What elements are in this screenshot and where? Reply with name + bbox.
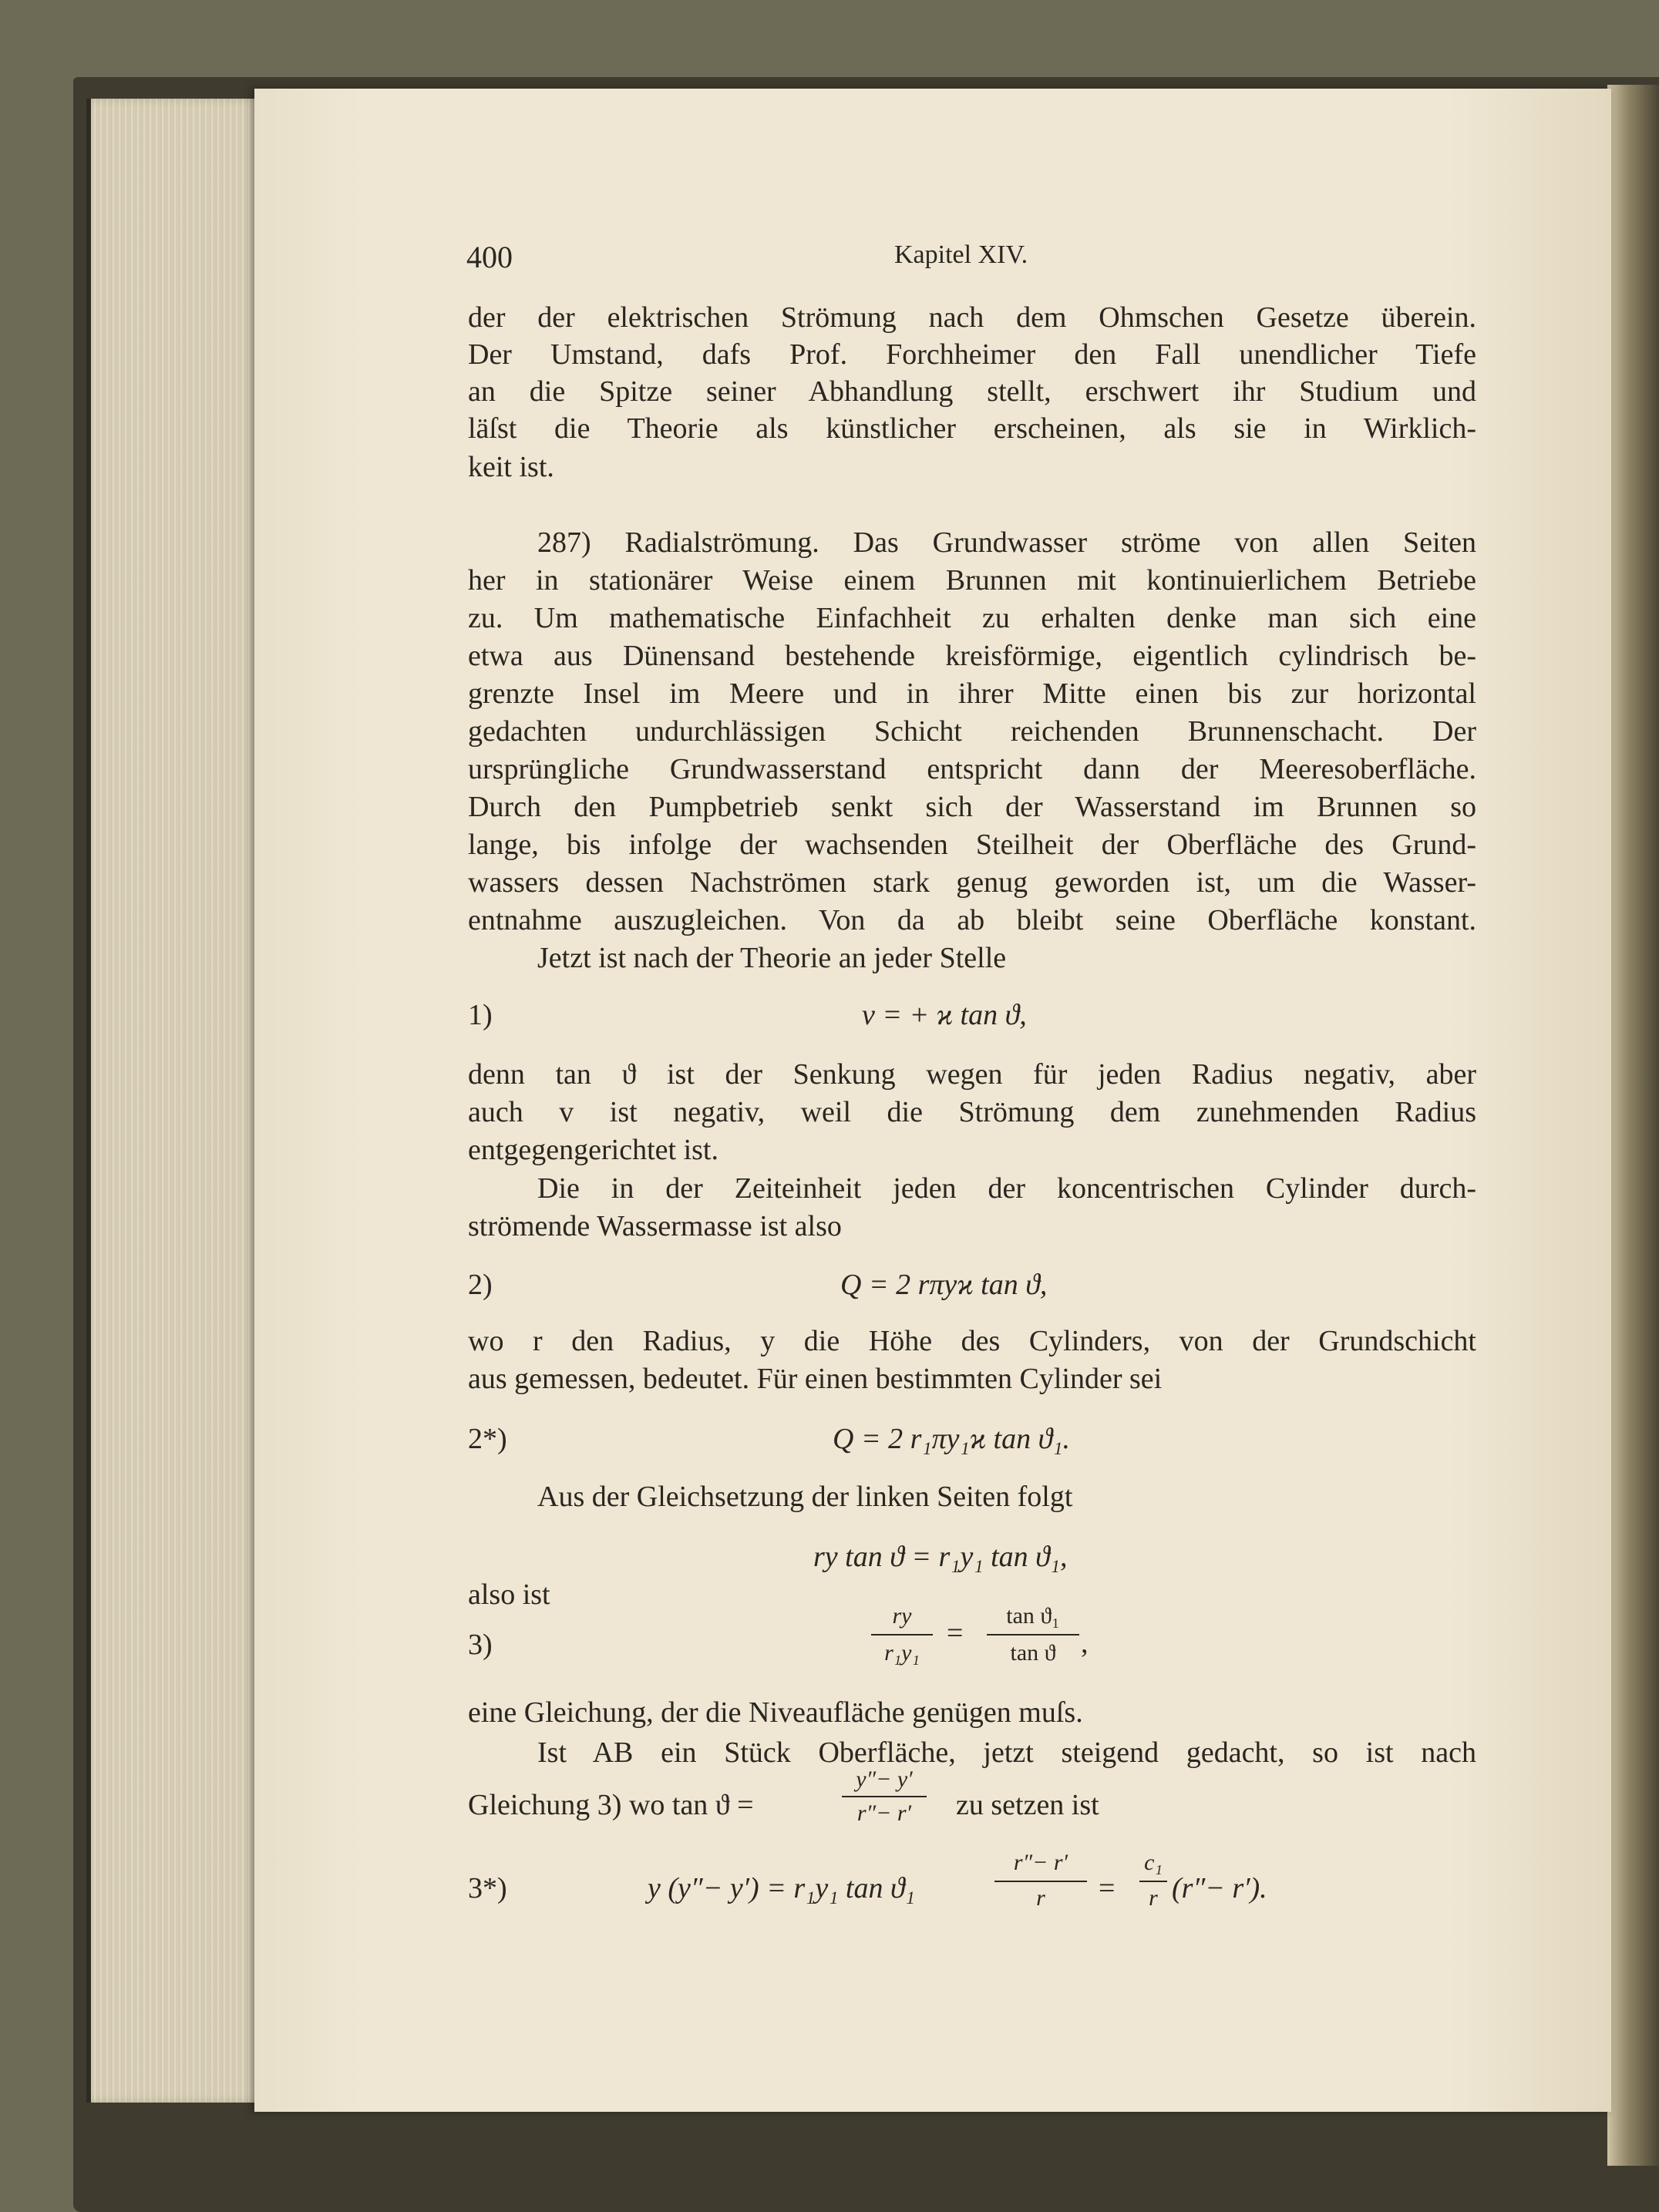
text-line: zu. Um mathematische Einfachheit zu erhalten denke man sich eine bbox=[468, 602, 1476, 634]
text-line: grenzte Insel im Meere und in ihrer Mitte einen bis zur horizontal bbox=[468, 677, 1476, 710]
text-line: läſst die Theorie als künstlicher erscheinen, als sie in Wirklich- bbox=[468, 412, 1476, 445]
equals-sign: = bbox=[1099, 1872, 1116, 1904]
equation-1: v = + ϰ tan ϑ, bbox=[862, 999, 1027, 1031]
text-line: wassers dessen Nachströmen stark genug geworden ist, um die Wasser- bbox=[468, 866, 1476, 899]
fraction-bar bbox=[1139, 1881, 1167, 1882]
fraction-numerator: ry bbox=[892, 1603, 912, 1629]
text-line: also ist bbox=[468, 1578, 550, 1611]
fraction-bar bbox=[871, 1634, 933, 1635]
equation-2-star: Q = 2 r₁πy₁ϰ tan ϑ₁. bbox=[833, 1423, 1070, 1455]
text-line: entgegengerichtet ist. bbox=[468, 1134, 718, 1166]
text-line: strömende Wassermasse ist also bbox=[468, 1210, 842, 1242]
equation-number: 1) bbox=[468, 999, 493, 1031]
fraction-numerator: c₁ bbox=[1144, 1850, 1163, 1875]
text-line: entnahme auszugleichen. Von da ab bleibt seine Oberfläche konstant. bbox=[468, 904, 1476, 936]
equation-comma: , bbox=[1081, 1627, 1089, 1659]
text-line: etwa aus Dünensand bestehende kreisförmige, eigentlich cylindrisch be- bbox=[468, 640, 1476, 672]
text-line: Ist AB ein Stück Oberfläche, jetzt steigend gedacht, so ist nach bbox=[537, 1736, 1476, 1769]
text-line: eine Gleichung, der die Niveaufläche genügen muſs. bbox=[468, 1696, 1083, 1729]
text-line: denn tan ϑ ist der Senkung wegen für jeden Radius negativ, aber bbox=[468, 1058, 1476, 1091]
text-line: aus gemessen, bedeutet. Für einen bestimmten Cylinder sei bbox=[468, 1363, 1163, 1395]
text-line: lange, bis infolge der wachsenden Steilheit der Oberfläche des Grund- bbox=[468, 829, 1476, 861]
fraction-denominator: tan ϑ bbox=[1010, 1640, 1056, 1666]
text-line: wo r den Radius, y die Höhe des Cylinders, von der Grundschicht bbox=[468, 1325, 1476, 1357]
text-line: Die in der Zeiteinheit jeden der koncentrischen Cylinder durch- bbox=[537, 1172, 1476, 1205]
equation-segment: (r″− r′). bbox=[1172, 1872, 1267, 1904]
page-number: 400 bbox=[466, 240, 513, 274]
equation-number: 2) bbox=[468, 1269, 493, 1301]
fraction-denominator: r″− r′ bbox=[856, 1800, 912, 1826]
text-line: gedachten undurchlässigen Schicht reichenden Brunnenschacht. Der bbox=[468, 715, 1476, 748]
fraction-denominator: r₁y₁ bbox=[884, 1640, 920, 1666]
equals-sign: = bbox=[947, 1617, 964, 1649]
fraction-bar bbox=[994, 1881, 1087, 1882]
text-line: auch v ist negativ, weil die Strömung dem zunehmenden Radius bbox=[468, 1096, 1476, 1128]
fraction-numerator: r″− r′ bbox=[1013, 1850, 1068, 1875]
equation-2: Q = 2 rπyϰ tan ϑ, bbox=[840, 1269, 1048, 1301]
text-line: Durch den Pumpbetrieb senkt sich der Wasserstand im Brunnen so bbox=[468, 791, 1476, 823]
running-head: Kapitel XIV. bbox=[894, 240, 1028, 269]
text-line: 287) Radialströmung. Das Grundwasser ströme von allen Seiten bbox=[537, 526, 1476, 559]
page-edges bbox=[86, 99, 264, 2103]
equation-segment: y (y″− y′) = r₁y₁ tan ϑ₁ bbox=[648, 1872, 915, 1904]
text-line: ursprüngliche Grundwasserstand entspricht dann der Meeresoberfläche. bbox=[468, 753, 1476, 785]
fraction-bar bbox=[987, 1634, 1079, 1635]
fraction-bar bbox=[842, 1796, 927, 1797]
text-line: keit ist. bbox=[468, 451, 554, 483]
fraction-denominator: r bbox=[1149, 1885, 1158, 1911]
text-segment: zu setzen ist bbox=[956, 1789, 1099, 1821]
equation-number: 2*) bbox=[468, 1423, 507, 1455]
text-line: Jetzt ist nach der Theorie an jeder Stelle bbox=[537, 942, 1007, 974]
text-line: Der Umstand, dafs Prof. Forchheimer den Fall unendlicher Tiefe bbox=[468, 338, 1476, 371]
right-gutter bbox=[1607, 85, 1659, 2166]
text-line: Aus der Gleichsetzung der linken Seiten folgt bbox=[537, 1481, 1073, 1513]
equation-number: 3) bbox=[468, 1629, 493, 1661]
text-line: her in stationärer Weise einem Brunnen mit kontinuierlichem Betriebe bbox=[468, 564, 1476, 597]
text-segment: Gleichung 3) wo tan ϑ = bbox=[468, 1789, 754, 1821]
text-line: der der elektrischen Strömung nach dem Ohmschen Gesetze überein. bbox=[468, 301, 1476, 334]
text-line: an die Spitze seiner Abhandlung stellt, erschwert ihr Studium und bbox=[468, 375, 1476, 408]
fraction-numerator: tan ϑ₁ bbox=[1006, 1603, 1060, 1629]
fraction-denominator: r bbox=[1036, 1885, 1045, 1911]
fraction-numerator: y″− y′ bbox=[856, 1767, 913, 1792]
equation-number: 3*) bbox=[468, 1872, 507, 1904]
equation-equality: ry tan ϑ = r₁y₁ tan ϑ₁, bbox=[813, 1541, 1068, 1573]
